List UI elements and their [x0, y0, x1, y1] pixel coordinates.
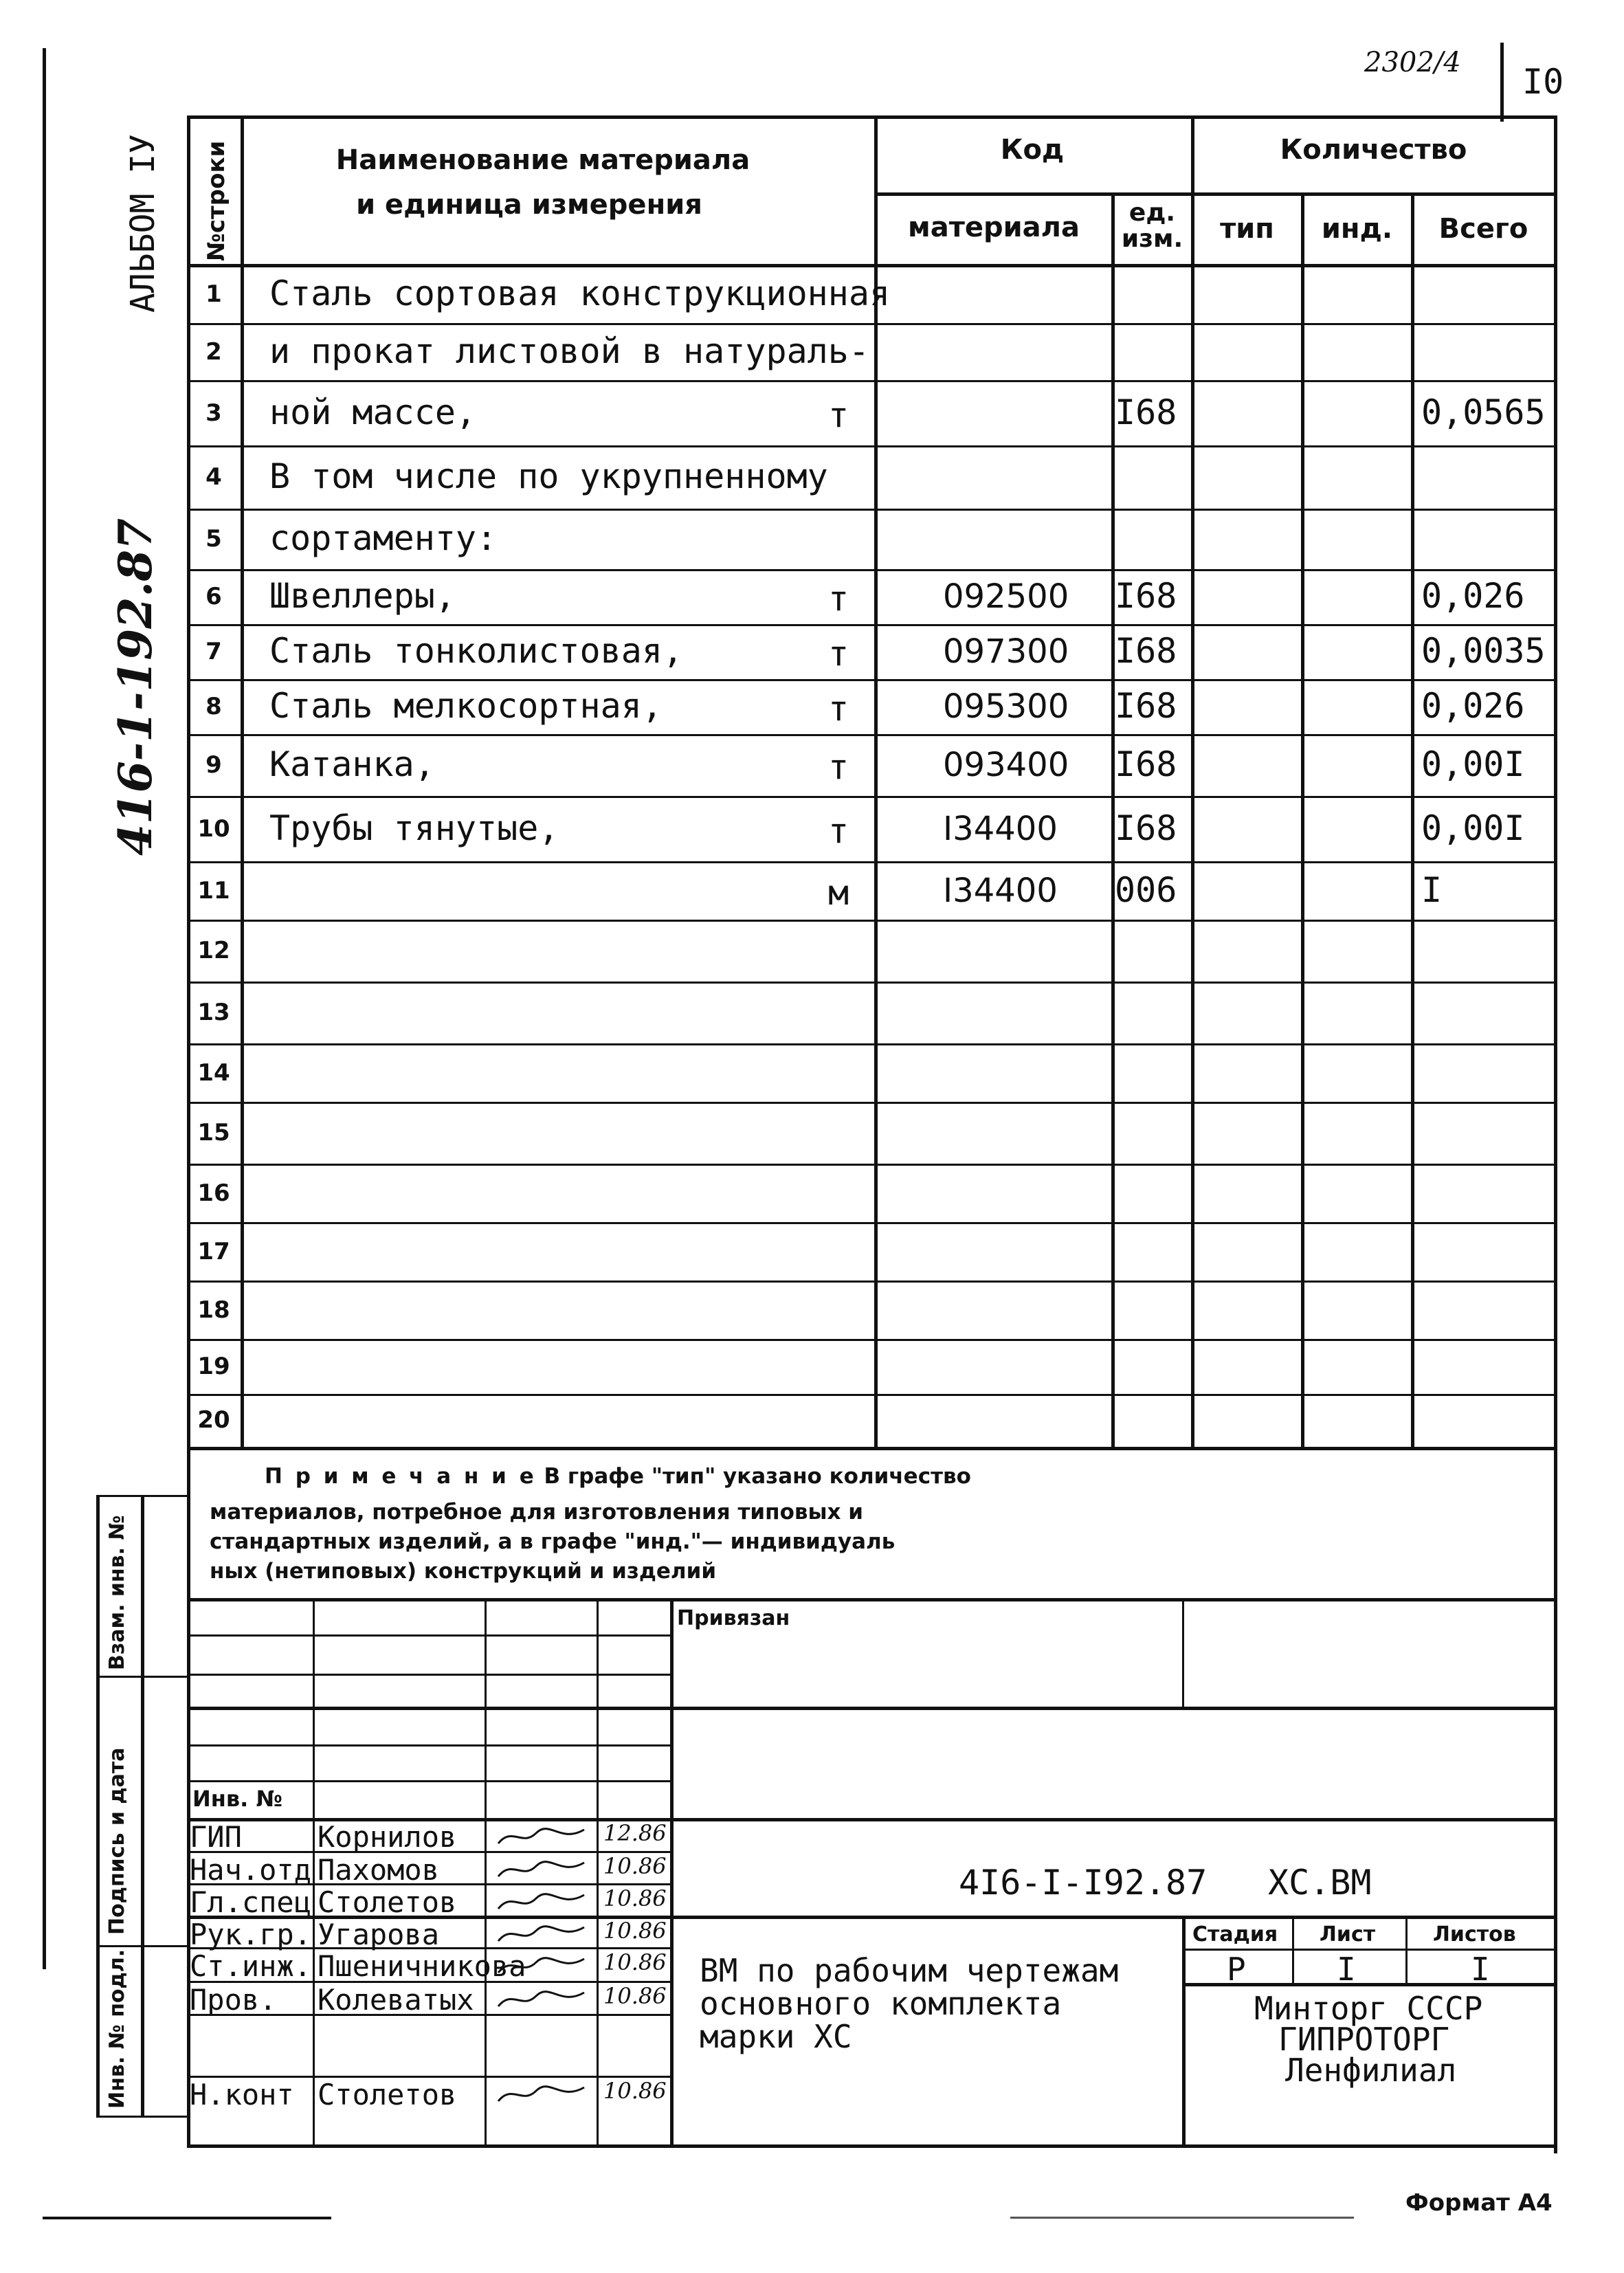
- signature-date: 10.86: [603, 1853, 667, 1879]
- material-name: Швеллеры,: [269, 576, 456, 616]
- signature: [495, 1823, 591, 1856]
- sheet-number: I0: [1522, 62, 1564, 102]
- note-prefix: П р и м е ч а н и е: [265, 1464, 537, 1489]
- signature: [495, 2081, 591, 2114]
- material-unit-letter: т: [828, 579, 849, 619]
- org-line-2: ГИПРОТОРГ: [1278, 2021, 1450, 2058]
- col-sep-rownum: [241, 115, 244, 1449]
- signature-date: 10.86: [603, 1918, 667, 1944]
- material-name: Сталь мелкосортная,: [269, 686, 663, 726]
- corner-divider: [1500, 43, 1504, 122]
- row-number: 20: [197, 1406, 230, 1434]
- signer-role: Гл.спец: [190, 1885, 312, 1919]
- row-number: 18: [197, 1296, 230, 1324]
- quantity-header: Количество: [1280, 134, 1467, 166]
- stamp-v-1: [313, 1598, 315, 2148]
- row-separator: [187, 679, 1555, 681]
- signature: [495, 1986, 591, 2019]
- footer-line-left: [43, 2217, 331, 2219]
- signer-name: Корнилов: [318, 1820, 457, 1854]
- margin-podpis-data: Подпись и дата: [105, 1747, 129, 1935]
- qty-total: 0,026: [1421, 686, 1525, 726]
- row-number: 11: [197, 876, 230, 905]
- material-code: 093400: [943, 746, 1069, 784]
- unit-code: I68: [1115, 744, 1177, 784]
- row-number: 15: [197, 1119, 230, 1146]
- format-label: Формат А4: [1405, 2189, 1553, 2217]
- signature-date: 10.86: [603, 2078, 667, 2104]
- project-code-handwritten: 416-1-192.87: [109, 518, 162, 856]
- qty-total: 0,00I: [1421, 744, 1525, 784]
- qty-ind-header: инд.: [1321, 213, 1393, 245]
- stage-label: Стадия: [1192, 1922, 1278, 1947]
- row-number: 17: [197, 1237, 230, 1265]
- material-code: I34400: [943, 809, 1058, 848]
- row-number: 7: [205, 638, 222, 665]
- table-border-right: [1554, 115, 1557, 2153]
- material-name-header-1: Наименование материала: [335, 144, 750, 176]
- material-name: В том числе по укрупненному: [269, 456, 828, 496]
- signer-name: Пахомов: [318, 1853, 440, 1887]
- signer-name: Пшеничникова: [318, 1949, 526, 1983]
- signer-name: Столетов: [318, 1885, 457, 1919]
- row-number: 12: [197, 937, 230, 964]
- row-number: 10: [197, 814, 230, 843]
- row-separator: [187, 1043, 1555, 1045]
- material-unit-letter: т: [828, 747, 849, 787]
- unit-code: I68: [1115, 631, 1177, 671]
- signature-date: 10.86: [603, 1983, 667, 2009]
- unit-code: I68: [1115, 392, 1177, 432]
- header-subdivider: [874, 192, 1555, 196]
- signer-role: Нач.отд: [190, 1853, 312, 1887]
- code-unit-header-2: изм.: [1121, 225, 1183, 253]
- signature: [495, 1856, 591, 1889]
- code-material-header: материала: [908, 212, 1080, 243]
- code-unit-header-1: ед.: [1128, 199, 1176, 227]
- stamp-h-b: [187, 1674, 671, 1676]
- material-unit-letter: т: [828, 689, 849, 729]
- margin-col-mid: [141, 1495, 144, 2117]
- row-number: 13: [197, 999, 230, 1026]
- stamp-v-2: [485, 1598, 487, 2148]
- unit-code: 006: [1115, 869, 1177, 910]
- margin-sep-1: [96, 1676, 189, 1678]
- material-unit-letter: т: [828, 395, 849, 435]
- org-line-3: Ленфилиал: [1285, 2052, 1457, 2089]
- row-number: 2: [205, 337, 222, 366]
- signature-date: 10.86: [603, 1949, 667, 1975]
- margin-col-left: [96, 1495, 100, 2117]
- unit-code: I68: [1115, 686, 1177, 726]
- doc-title-3: марки ХС: [700, 2018, 852, 2055]
- signer-name: Угарова: [318, 1918, 440, 1951]
- footer-line-right: [1010, 2217, 1354, 2219]
- row-number: 14: [197, 1058, 230, 1087]
- material-unit-letter: т: [828, 810, 849, 851]
- row-separator: [187, 624, 1555, 626]
- material-code: 097300: [943, 632, 1069, 671]
- stage-value: Р: [1227, 1951, 1246, 1988]
- stamp-h-a: [187, 1634, 671, 1637]
- stamp-v-3: [597, 1598, 599, 2148]
- row-separator: [187, 569, 1555, 571]
- binding-line: [43, 48, 46, 1969]
- row-separator: [187, 861, 1555, 863]
- note-line-2: материалов, потребное для изготовления типовых и: [210, 1500, 864, 1524]
- margin-vzam-inv: Взам. инв. №: [105, 1515, 129, 1670]
- sheet-value: I: [1337, 1951, 1356, 1988]
- margin-bottom: [96, 2116, 189, 2118]
- row-separator: [187, 734, 1555, 736]
- org-line-1: Минторг СССР: [1254, 1990, 1483, 2027]
- signer-role: Ст.инж.: [190, 1949, 312, 1983]
- material-code: 092500: [943, 577, 1069, 616]
- material-code: I34400: [943, 871, 1058, 910]
- doc-code: 4I6-I-I92.87: [959, 1863, 1208, 1903]
- material-name-header-2: и единица измерения: [356, 189, 702, 221]
- note-text-1: В графе "тип" указано количество: [536, 1464, 971, 1489]
- doc-title-2: основного комплекта: [700, 1985, 1062, 2022]
- row-separator: [187, 1164, 1555, 1166]
- row-number: 9: [205, 751, 222, 779]
- qty-total: 0,0035: [1421, 631, 1546, 671]
- signature-date: 10.86: [603, 1885, 667, 1911]
- qty-total-header: Всего: [1438, 213, 1528, 245]
- qty-total: 0,026: [1421, 576, 1525, 616]
- stamp-h-e: [187, 1780, 671, 1782]
- row-separator: [187, 920, 1555, 922]
- row-separator: [187, 1339, 1555, 1341]
- qty-total: 0,00I: [1421, 808, 1525, 848]
- col-sep-unit: [1191, 115, 1194, 1449]
- row-number: 16: [197, 1179, 230, 1207]
- signature: [495, 1952, 591, 1986]
- row-separator: [187, 1222, 1555, 1224]
- doc-title-1: ВМ по рабочим чертежам: [700, 1952, 1119, 1989]
- signature-date: 12.86: [603, 1820, 667, 1846]
- qty-total: I: [1421, 869, 1443, 910]
- note-line-1: [265, 1464, 971, 1489]
- unit-code: I68: [1115, 808, 1177, 848]
- margin-sep-2: [96, 1945, 189, 1947]
- row-number: 6: [205, 583, 222, 610]
- row-separator: [187, 445, 1555, 447]
- handwritten-sheet-code: 2302/4: [1364, 47, 1461, 78]
- material-name: ной массе,: [269, 392, 477, 432]
- code-header: Код: [1000, 134, 1065, 166]
- row-separator: [187, 1102, 1555, 1104]
- note-line-4: ных (нетиповых) конструкций и изделий: [210, 1559, 717, 1584]
- qty-total: 0,0565: [1421, 392, 1546, 432]
- material-name: сортаменту:: [269, 518, 498, 558]
- row-number: 19: [197, 1353, 230, 1380]
- signer-role: Рук.гр.: [190, 1918, 312, 1951]
- row-separator: [187, 1280, 1555, 1283]
- table-body-bottom: [187, 1447, 1557, 1450]
- doc-mark: ХС.ВМ: [1268, 1863, 1372, 1903]
- material-name: и прокат листовой в натураль-: [269, 331, 869, 371]
- stamp-v-4: [670, 1598, 674, 2148]
- material-unit-letter: м: [828, 872, 849, 913]
- row-separator: [187, 796, 1555, 798]
- row-separator: [187, 509, 1555, 511]
- sheets-value: I: [1471, 1951, 1490, 1988]
- row-separator: [187, 323, 1555, 325]
- header-bottom: [187, 264, 1557, 267]
- album-label: АЛЬБОМ IУ: [124, 133, 162, 313]
- row-number: 8: [205, 693, 222, 720]
- row-separator: [187, 380, 1555, 382]
- privyazan-label: Привязан: [677, 1606, 790, 1630]
- row-number: 5: [205, 525, 222, 553]
- signer-name: Столетов: [318, 2078, 457, 2111]
- row-separator: [187, 1394, 1555, 1396]
- material-name: Трубы тянутые,: [269, 808, 559, 848]
- material-name: Сталь тонколистовая,: [269, 631, 684, 671]
- col-sep-name: [874, 115, 878, 1449]
- row-number: 1: [205, 280, 222, 308]
- signer-role: ГИП: [190, 1820, 242, 1854]
- note-line-3: стандартных изделий, а в графе "инд."— индивидуаль: [210, 1529, 896, 1554]
- row-separator: [187, 982, 1555, 984]
- stamp-h-d: [187, 1744, 671, 1747]
- margin-inv-podl: Инв. № подл.: [105, 1949, 129, 2109]
- sheet-label: Лист: [1320, 1922, 1376, 1947]
- row-number-header: №строки: [203, 140, 230, 261]
- signer-name: Колеватых: [318, 1983, 474, 2017]
- stamp-bottom: [187, 2144, 1557, 2148]
- material-unit-letter: т: [828, 634, 849, 674]
- signature: [495, 1888, 591, 1922]
- signer-role: Н.конт: [190, 2078, 294, 2111]
- stamp-h-c: [187, 1707, 1557, 1710]
- row-number: 3: [205, 399, 222, 427]
- margin-top: [96, 1495, 189, 1497]
- signer-role: Пров.: [190, 1983, 277, 2017]
- qty-type-header: тип: [1220, 213, 1274, 245]
- inv-no-label: Инв. №: [192, 1786, 282, 1812]
- stamp-v-privyazan: [1182, 1598, 1184, 1708]
- row-number: 4: [205, 463, 222, 491]
- material-code: 095300: [943, 687, 1069, 726]
- unit-code: I68: [1115, 576, 1177, 616]
- stamp-top: [187, 1598, 1557, 1601]
- material-name: Сталь сортовая конструкционная: [269, 274, 891, 313]
- table-border-top: [187, 115, 1557, 119]
- material-name: Катанка,: [269, 744, 435, 784]
- sheets-label: Листов: [1433, 1922, 1516, 1947]
